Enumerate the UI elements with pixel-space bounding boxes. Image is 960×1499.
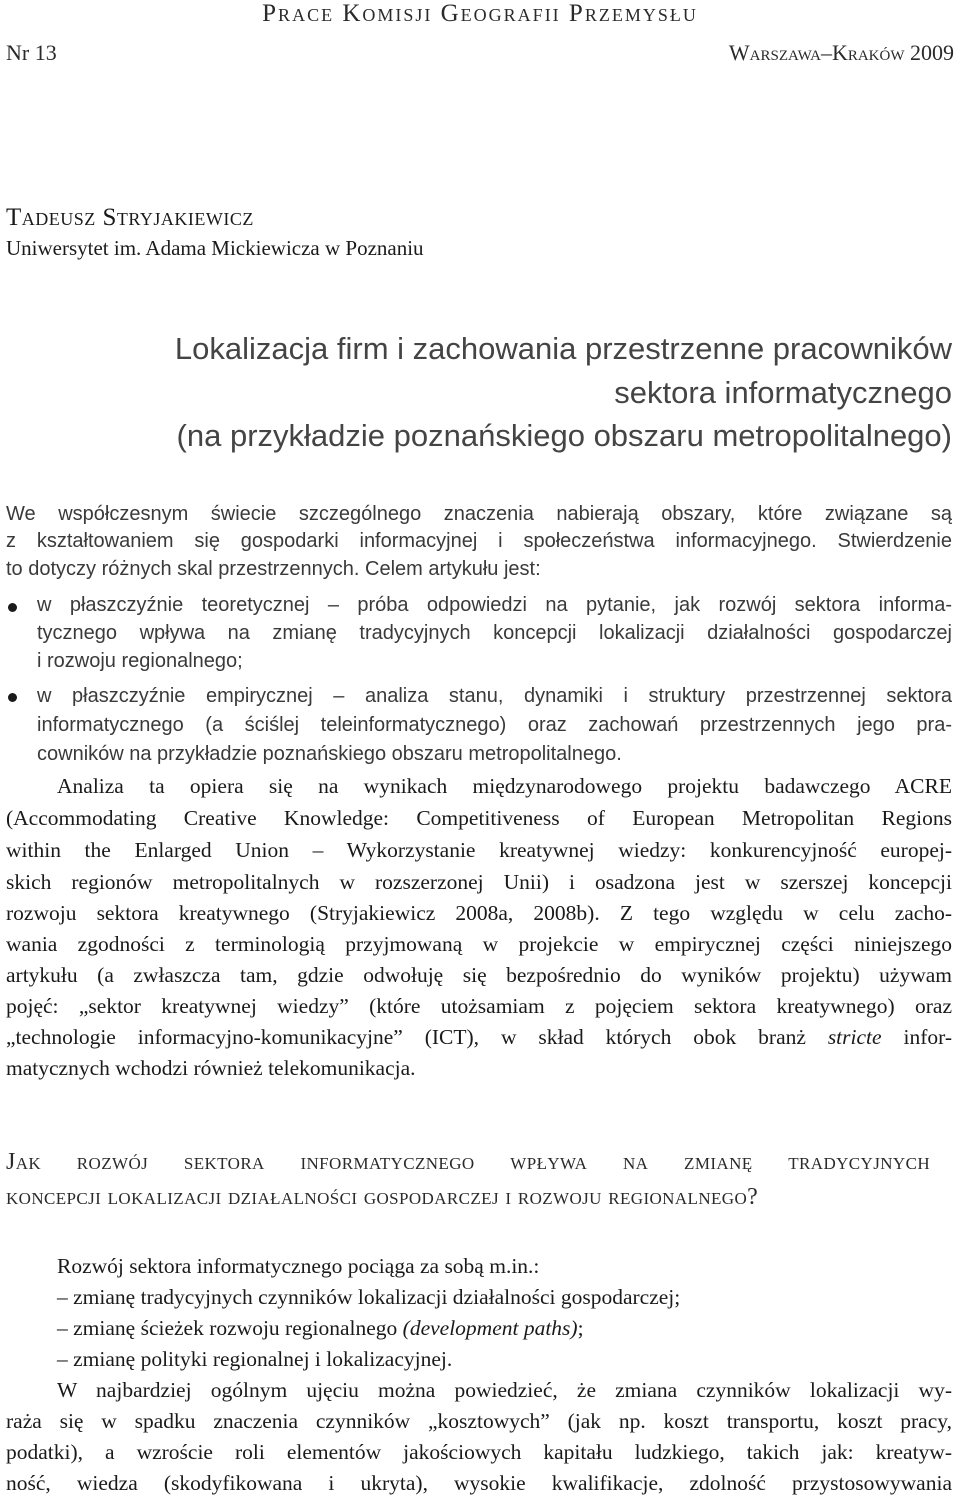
list-item [57,1316,584,1341]
body-line: ność, wiedza (skodyfikowana i ukryta), wysokie kwalifikacje, zdolność przystosowywania [6,1471,952,1495]
body-line: raża się w spadku znaczenia czynników „kosztowych” (jak np. koszt transportu, koszt pracy, [6,1409,952,1433]
body-line: Analiza ta opiera się na wynikach międzynarodowego projektu badawczego ACRE [57,774,952,798]
bullet-icon [8,603,17,612]
article-title-line: sektora informatycznego [614,375,952,410]
article-title-line: (na przykładzie poznańskiego obszaru metropolitalnego) [176,418,952,453]
body-line: artykułu (a zwłaszcza tam, gdzie odwołuję się bezpośrednio do wyników projektu) używam [6,963,952,987]
italic-term: (development paths) [402,1316,578,1340]
list-item: – zmianę polityki regionalnej i lokalizacyjnej. [57,1347,453,1371]
body-line: pojęć: „sektor kreatywnej wiedzy” (które utożsamiam z pojęciem sektora kreatywnego) oraz [6,994,952,1018]
italic-term: stricte [827,1025,882,1049]
body-line: within the Enlarged Union – Wykorzystanie kreatywnej wiedzy: konkurencyjność europej- [6,838,952,862]
article-title-line: Lokalizacja firm i zachowania przestrzenne pracowników [174,331,952,366]
body-text: – zmianę ścieżek rozwoju regionalnego [57,1316,403,1340]
body-line: (Accommodating Creative Knowledge: Competitiveness of European Metropolitan Regions [6,806,952,830]
body-line: matycznych wchodzi również telekomunikacja. [6,1056,416,1080]
abstract-line: to dotyczy różnych skal przestrzennych. Celem artykułu jest: [6,558,541,580]
body-line: skich regionów metropolitalnych w rozszerzonej Unii) i osadzona jest w szerszej koncepcji [6,870,952,894]
abstract-line: z kształtowaniem się gospodarki informacyjnej i społeczeństwa informacyjnego. Stwierdzenie [6,530,952,552]
bullet-item-line: cowników na przykładzie poznańskiego obszaru metropolitalnego. [37,743,622,765]
abstract-line: We współczesnym świecie szczególnego znaczenia nabierają obszary, które związane są [6,503,952,525]
bullet-item-line: informatycznego (a ściślej teleinformatycznego) oraz zachowań przestrzennych jego pra- [37,714,952,736]
author-affiliation: Uniwersytet im. Adama Mickiewicza w Poznaniu [6,236,424,260]
bullet-item-line: w płaszczyźnie teoretycznej – próba odpowiedzi na pytanie, jak rozwój sektora informa- [37,594,952,616]
bullet-item-line: w płaszczyźnie empirycznej – analiza stanu, dynamiki i struktury przestrzennej sektora [37,685,952,707]
body-line: rozwoju sektora kreatywnego (Stryjakiewicz 2008a, 2008b). Z tego względu w celu zacho- [6,901,952,925]
body-line [6,1025,952,1050]
place-year: Warszawa–Kraków 2009 [728,40,954,65]
section-heading-line: koncepcji lokalizacji działalności gospodarczej i rozwoju regionalnego? [6,1184,759,1210]
bullet-item-line: tycznego wpływa na zmianę tradycyjnych koncepcji lokalizacji działalności gospodarczej [37,622,952,644]
issue-number: Nr 13 [6,40,57,65]
body-text: ; [577,1316,584,1340]
body-line: wania zgodności z terminologią przyjmowaną w projekcie w empirycznej części niniejszego [6,932,952,956]
body-text: „technologie informacyjno-komunikacyjne” (ICT), w skład których obok branż [6,1025,828,1049]
author-name: Tadeusz Stryjakiewicz [6,204,254,231]
body-line: podatki), a wzroście roli elementów jakościowych kapitału ludzkiego, takich jak: kreatyw- [6,1440,952,1464]
list-item: – zmianę tradycyjnych czynników lokalizacji działalności gospodarczej; [57,1285,681,1309]
bullet-icon [8,693,17,702]
body-line: W najbardziej ogólnym ujęciu można powiedzieć, że zmiana czynników lokalizacji wy- [57,1378,952,1402]
journal-title: Prace Komisji Geografii Przemysłu [262,0,698,27]
body-text: infor- [881,1025,952,1049]
section-heading-line: Jak rozwój sektora informatycznego wpływa na zmianę tradycyjnych [6,1149,930,1175]
bullet-item-line: i rozwoju regionalnego; [37,650,243,672]
body-line: Rozwój sektora informatycznego pociąga za sobą m.in.: [57,1254,540,1278]
